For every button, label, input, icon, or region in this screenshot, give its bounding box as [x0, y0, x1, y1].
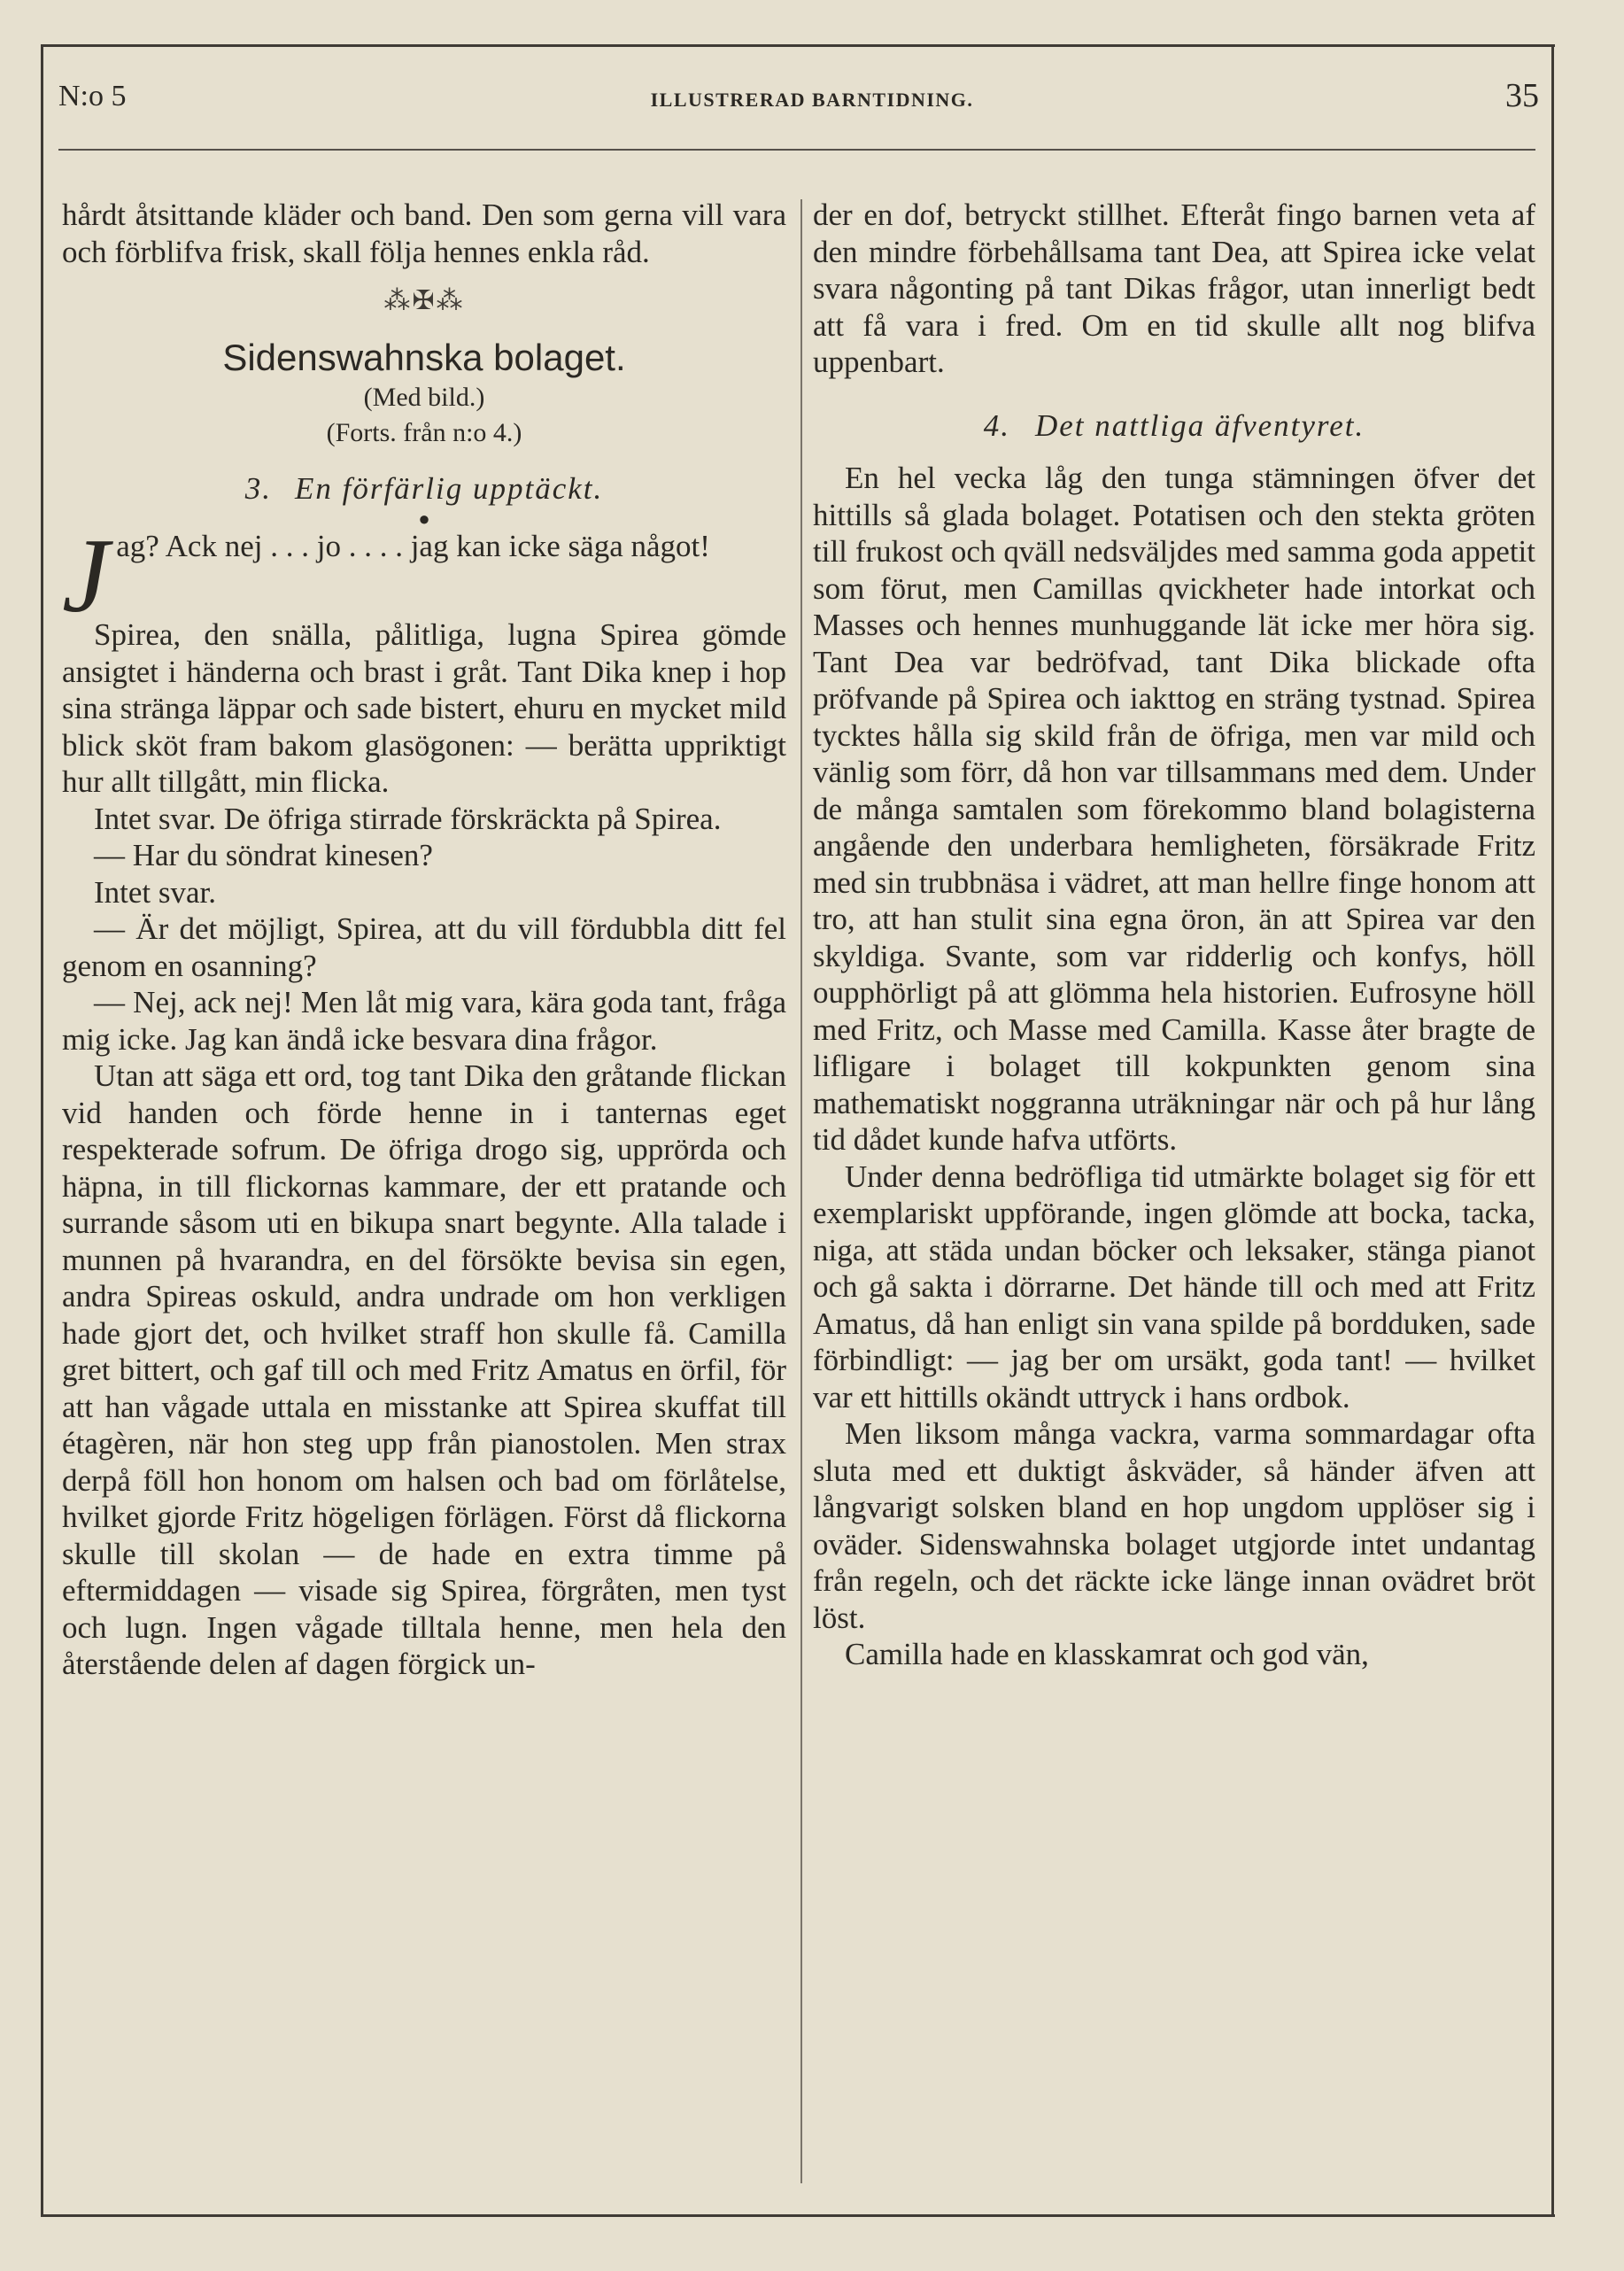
- drop-cap-letter: J: [62, 516, 110, 634]
- paragraph: Camilla hade en klasskamrat och god vän,: [845, 1637, 1369, 1671]
- paragraph: Intet svar. De öfriga stirrade förskräckta på Spirea.: [94, 801, 722, 836]
- chapter-number: 4.: [983, 407, 1010, 443]
- subtitle-continued: (Forts. från n:o 4.): [326, 417, 522, 447]
- opening-text: ag? Ack nej . . . jo . . . . jag kan icke säga något!: [116, 529, 710, 563]
- left-column: [62, 197, 786, 1683]
- paragraph: — Är det möjligt, Spirea, att du vill fördubbla ditt fel genom en osanning?: [62, 911, 786, 983]
- paragraph: En hel vecka låg den tunga stämningen öfver det hittills så glada bolaget. Potatisen och den stekta gröten till frukost och qväll nedsväljdes med samma goda appetit som förut, men Camillas qvickheter hade intorkat och Masses och hennes munhuggande lät icke mer höra sig. Tant Dea var bedröfvad, tant Dika blickade ofta pröfvande på Spirea och iakttog en sträng tystnad. Spirea tycktes hålla sig skild från de öfriga, men var mild och vänlig som förr, då hon var tillsammans med dem. Under de många samtalen som förekommo bland bolagisterna angående den underbara hemligheten, försäkrade Fritz med sin trubbnäsa i vädret, att man hellre finge honom att tro, att han stulit sina egna öron, än att Spirea var den skyldiga. Svante, som var ridderlig och konfys, höll oupphörligt på att glömma hela historien. Eufrosyne höll med Fritz, och Masse med Camilla. Kasse åter bragte de lifligare i bolaget till kokpunkten genom sina mathematiskt noggranna uträkningar när och på hur lång tid dådet kunde hafva utförts.: [813, 461, 1535, 1157]
- ornament-dot: ●: [418, 508, 430, 530]
- intro-paragraph: hårdt åtsittande kläder och band. Den som gerna vill vara och förblifva frisk, skall följa hennes enkla råd.: [62, 198, 786, 269]
- paragraph: Men liksom många vackra, varma sommardagar ofta sluta med ett duktigt åskväder, så händer äfven att långvarigt solsken bland en hop ungdom upplöser sig i oväder. Sidenswahnska bolaget utgjorde intet undantag från regeln, och det räckte icke länge innan ovädret bröt löst.: [813, 1416, 1535, 1635]
- frame-border-bottom: [41, 2214, 1555, 2217]
- header-rule: [58, 149, 1535, 151]
- subtitle-image-note: (Med bild.): [363, 382, 485, 412]
- paragraph: Intet svar.: [94, 874, 217, 910]
- paragraph: — Nej, ack nej! Men låt mig vara, kära goda tant, fråga mig icke. Jag kan ändå icke besvara dina frågor.: [62, 985, 786, 1057]
- chapter-heading-3: [62, 470, 786, 508]
- chapter-title: En förfärlig upptäckt.: [294, 470, 604, 506]
- paragraph: der en dof, betryckt stillhet. Efteråt fingo barnen veta af den mindre förbehållsama tant Dea, att Spirea icke velat svara någonting på tant Dikas frågor, utan innerligt bedt att få vara i fred. Om en tid skulle allt nog blifva uppenbart.: [813, 198, 1535, 379]
- issue-number: N:o 5: [58, 80, 127, 112]
- publication-title: ILLUSTRERAD BARNTIDNING.: [650, 89, 974, 111]
- right-column: [813, 197, 1535, 1673]
- running-header: [0, 71, 1624, 124]
- opening-paragraph: [62, 516, 786, 634]
- chapter-heading-4: [813, 407, 1535, 445]
- paragraph: Under denna bedröfliga tid utmärkte bolaget sig för ett exemplariskt uppförande, ingen glömde att bocka, tacka, niga, att städa undan böcker och leksaker, stänga pianot och gå sakta i dörrarne. Det hände till och med att Fritz Amatus, då han enligt sin vana spilde på bordduken, sade förbindligt: — jag ber om ursäkt, goda tant! — hvilket var ett hittills okändt uttryck i hans ordbok.: [813, 1159, 1535, 1415]
- frame-border-right: [1551, 44, 1554, 2214]
- paragraph: — Har du söndrat kinesen?: [94, 838, 433, 872]
- ornament-divider: ⁂✠⁂: [383, 285, 465, 316]
- page-number: 35: [1505, 77, 1539, 114]
- story-title: Sidenswahnska bolaget.: [222, 336, 626, 378]
- chapter-title: Det nattliga äfventyret.: [1034, 407, 1365, 443]
- frame-border-top: [41, 44, 1555, 47]
- paragraph: Spirea, den snälla, pålitliga, lugna Spirea gömde ansigtet i händerna och brast i gråt. Tant Dika knep i hop sina stränga läppar och sade bistert, ehuru en mycket mild blick sköt fram bakom glasögonen: — berätta uppriktigt hur allt tillgått, min flicka.: [62, 617, 786, 799]
- column-divider: [800, 199, 802, 2183]
- frame-border-left: [41, 44, 43, 2214]
- paragraph: Utan att säga ett ord, tog tant Dika den gråtande flickan vid handen och förde henne in i tanternas eget respekterade sofrum. De öfriga drogo sig, upprörda och häpna, in till flickornas kammare, der ett pratande och surrande såsom uti en bikupa snart begynte. Alla talade i munnen på hvarandra, en del försökte bevisa sin egen, andra Spireas oskuld, andra undrade om hon verkligen hade gjort det, och hvilket straff hon skulle få. Camilla gret bittert, och gaf till och med Fritz Amatus en örfil, för att han vågade uttala en misstanke att Spirea skuffat till étagèren, när hon steg upp från pianostolen. Men strax derpå föll hon honom om halsen och bad om förlåtelse, hvilket gjorde Fritz högeligen förlägen. Först då flickorna skulle till skolan — de hade en extra timme på eftermiddagen — visade sig Spirea, förgråten, men tyst och lugn. Ingen vågade tilltala henne, men hela den återstående delen af dagen förgick un-: [62, 1058, 786, 1681]
- chapter-number: 3.: [244, 470, 272, 506]
